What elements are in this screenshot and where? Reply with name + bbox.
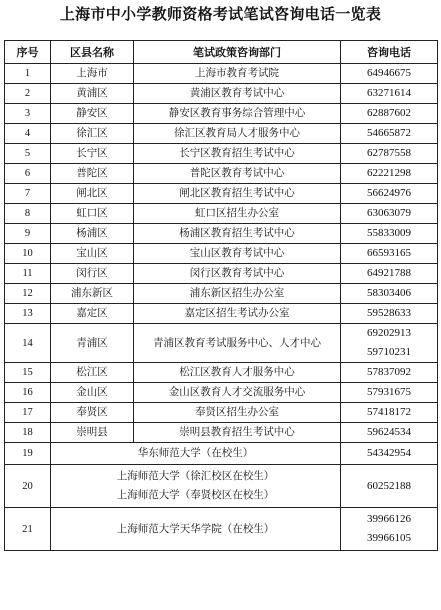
dept-line: 上海师范大学（奉贤校区在校生） [116,489,275,501]
cell-dept [134,264,341,284]
cell-no: 3 [5,104,51,124]
cell-dept [134,423,341,443]
dept-line: 上海师范大学（徐汇校区在校生） [116,470,275,482]
phone-line: 62787558 [367,147,411,159]
cell-district: 浦东新区 [51,284,134,304]
cell-district: 长宁区 [51,144,134,164]
cell-district: 普陀区 [51,164,134,184]
phone-line: 66593165 [367,247,411,259]
dept-line: 松江区教育人才服务中心 [179,366,295,378]
cell-phone [341,284,438,304]
table-row [5,164,438,184]
phone-line: 56624976 [367,187,411,199]
dept-line: 上海师范大学天华学院（在校生） [116,522,275,535]
cell-no: 20 [5,465,51,508]
cell-district: 宝山区 [51,244,134,264]
cell-district: 崇明县 [51,423,134,443]
cell-phone [341,324,438,363]
cell-no: 11 [5,264,51,284]
cell-phone [341,144,438,164]
cell-phone [341,363,438,383]
cell-phone [341,84,438,104]
header-no: 序号 [5,41,51,64]
cell-dept [134,104,341,124]
cell-phone [341,264,438,284]
cell-phone [341,443,438,465]
phone-line: 39966105 [367,532,411,544]
cell-dept [134,324,341,363]
header-dept: 笔试政策咨询部门 [134,41,341,64]
cell-phone [341,164,438,184]
phone-line: 59528633 [367,307,411,319]
table-row [5,284,438,304]
cell-dept [134,383,341,403]
cell-no: 4 [5,124,51,144]
cell-dept [134,224,341,244]
cell-district: 静安区 [51,104,134,124]
cell-no: 6 [5,164,51,184]
cell-no: 21 [5,508,51,551]
cell-dept [51,465,341,508]
phone-line: 60252188 [367,479,411,492]
cell-dept [134,184,341,204]
table-row [5,184,438,204]
table-row [5,363,438,383]
cell-district: 黄浦区 [51,84,134,104]
cell-no: 2 [5,84,51,104]
cell-phone [341,64,438,84]
header-phone: 咨询电话 [341,41,438,64]
cell-phone [341,465,438,508]
phone-line: 64946675 [367,67,411,79]
cell-no: 1 [5,64,51,84]
cell-phone [341,403,438,423]
table-row [5,465,438,508]
table-row [5,124,438,144]
dept-line: 华东师范大学（在校生） [137,447,254,459]
table-body [5,64,438,551]
table-row [5,64,438,84]
contact-table [4,40,438,551]
cell-district: 金山区 [51,383,134,403]
dept-line: 宝山区教育考试中心 [189,247,285,259]
cell-phone [341,244,438,264]
cell-dept [134,164,341,184]
cell-district: 奉贤区 [51,403,134,423]
cell-phone [341,184,438,204]
cell-phone [341,104,438,124]
phone-line: 54665872 [367,127,411,139]
cell-district: 嘉定区 [51,304,134,324]
cell-district: 松江区 [51,363,134,383]
table-row [5,204,438,224]
cell-dept [134,403,341,423]
dept-line: 静安区教育事务综合管理中心 [168,107,306,119]
cell-dept [51,443,341,465]
phone-line: 62887602 [367,107,411,119]
cell-dept [51,508,341,551]
table-row [5,423,438,443]
phone-line: 63271614 [367,87,411,99]
table-row [5,508,438,551]
cell-phone [341,383,438,403]
dept-line: 黄浦区教育考试中心 [189,87,285,99]
dept-line: 上海市教育考试院 [195,67,279,79]
dept-line: 徐汇区教育局人才服务中心 [174,127,300,139]
dept-line: 崇明县教育招生考试中心 [179,426,295,438]
cell-no: 14 [5,324,51,363]
dept-line: 闵行区教育考试中心 [189,267,285,279]
cell-dept [134,204,341,224]
cell-dept [134,363,341,383]
cell-dept [134,284,341,304]
cell-no: 19 [5,443,51,465]
cell-no: 9 [5,224,51,244]
phone-line: 39966126 [367,513,411,525]
dept-line: 闸北区教育招生考试中心 [179,187,295,199]
phone-line: 57837092 [367,366,411,378]
dept-line: 青浦区教育考试服务中心、人才中心 [153,336,321,349]
cell-phone [341,204,438,224]
dept-line: 杨浦区教育招生考试中心 [179,227,295,239]
phone-line: 69202913 [367,327,411,339]
dept-line: 虹口区招生办公室 [195,207,279,219]
cell-no: 10 [5,244,51,264]
table-row [5,104,438,124]
cell-no: 13 [5,304,51,324]
phone-line: 59624534 [367,426,411,438]
table-row [5,84,438,104]
table-row [5,443,438,465]
cell-no: 17 [5,403,51,423]
dept-line: 金山区教育人才交流服务中心 [168,386,306,398]
cell-dept [134,144,341,164]
phone-line: 58303406 [367,287,411,299]
cell-no: 12 [5,284,51,304]
phone-line: 62221298 [367,167,411,179]
table-row [5,324,438,363]
cell-phone [341,304,438,324]
dept-line: 浦东新区招生办公室 [189,287,285,299]
page-title: 上海市中小学教师资格考试笔试咨询电话一览表 [59,5,382,23]
cell-district: 虹口区 [51,204,134,224]
cell-district: 徐汇区 [51,124,134,144]
cell-phone [341,508,438,551]
phone-line: 64921788 [367,267,411,279]
table-row [5,403,438,423]
cell-no: 5 [5,144,51,164]
cell-phone [341,423,438,443]
cell-no: 8 [5,204,51,224]
table-row [5,383,438,403]
cell-district: 青浦区 [51,324,134,363]
header-district: 区县名称 [51,41,134,64]
cell-phone [341,224,438,244]
cell-dept [134,64,341,84]
cell-no: 7 [5,184,51,204]
dept-line: 嘉定区招生考试办公室 [184,307,290,319]
table-header-row [5,41,438,64]
table-row [5,264,438,284]
cell-dept [134,84,341,104]
cell-dept [134,124,341,144]
phone-line: 57931675 [367,386,411,398]
cell-dept [134,244,341,264]
table-row [5,224,438,244]
cell-dept [134,304,341,324]
cell-district: 杨浦区 [51,224,134,244]
phone-line: 55833009 [367,227,411,239]
cell-district: 上海市 [51,64,134,84]
table-row [5,144,438,164]
phone-line: 63063079 [367,207,411,219]
cell-phone [341,124,438,144]
cell-no: 16 [5,383,51,403]
phone-line: 59710231 [367,346,411,358]
table-row [5,244,438,264]
phone-line: 54342954 [367,447,411,459]
table-row [5,304,438,324]
phone-line: 57418172 [367,406,411,418]
cell-no: 15 [5,363,51,383]
dept-line: 奉贤区招生办公室 [195,406,279,418]
cell-district: 闸北区 [51,184,134,204]
dept-line: 长宁区教育招生考试中心 [179,147,295,159]
cell-no: 18 [5,423,51,443]
cell-district: 闵行区 [51,264,134,284]
dept-line: 普陀区教育考试中心 [189,167,285,179]
